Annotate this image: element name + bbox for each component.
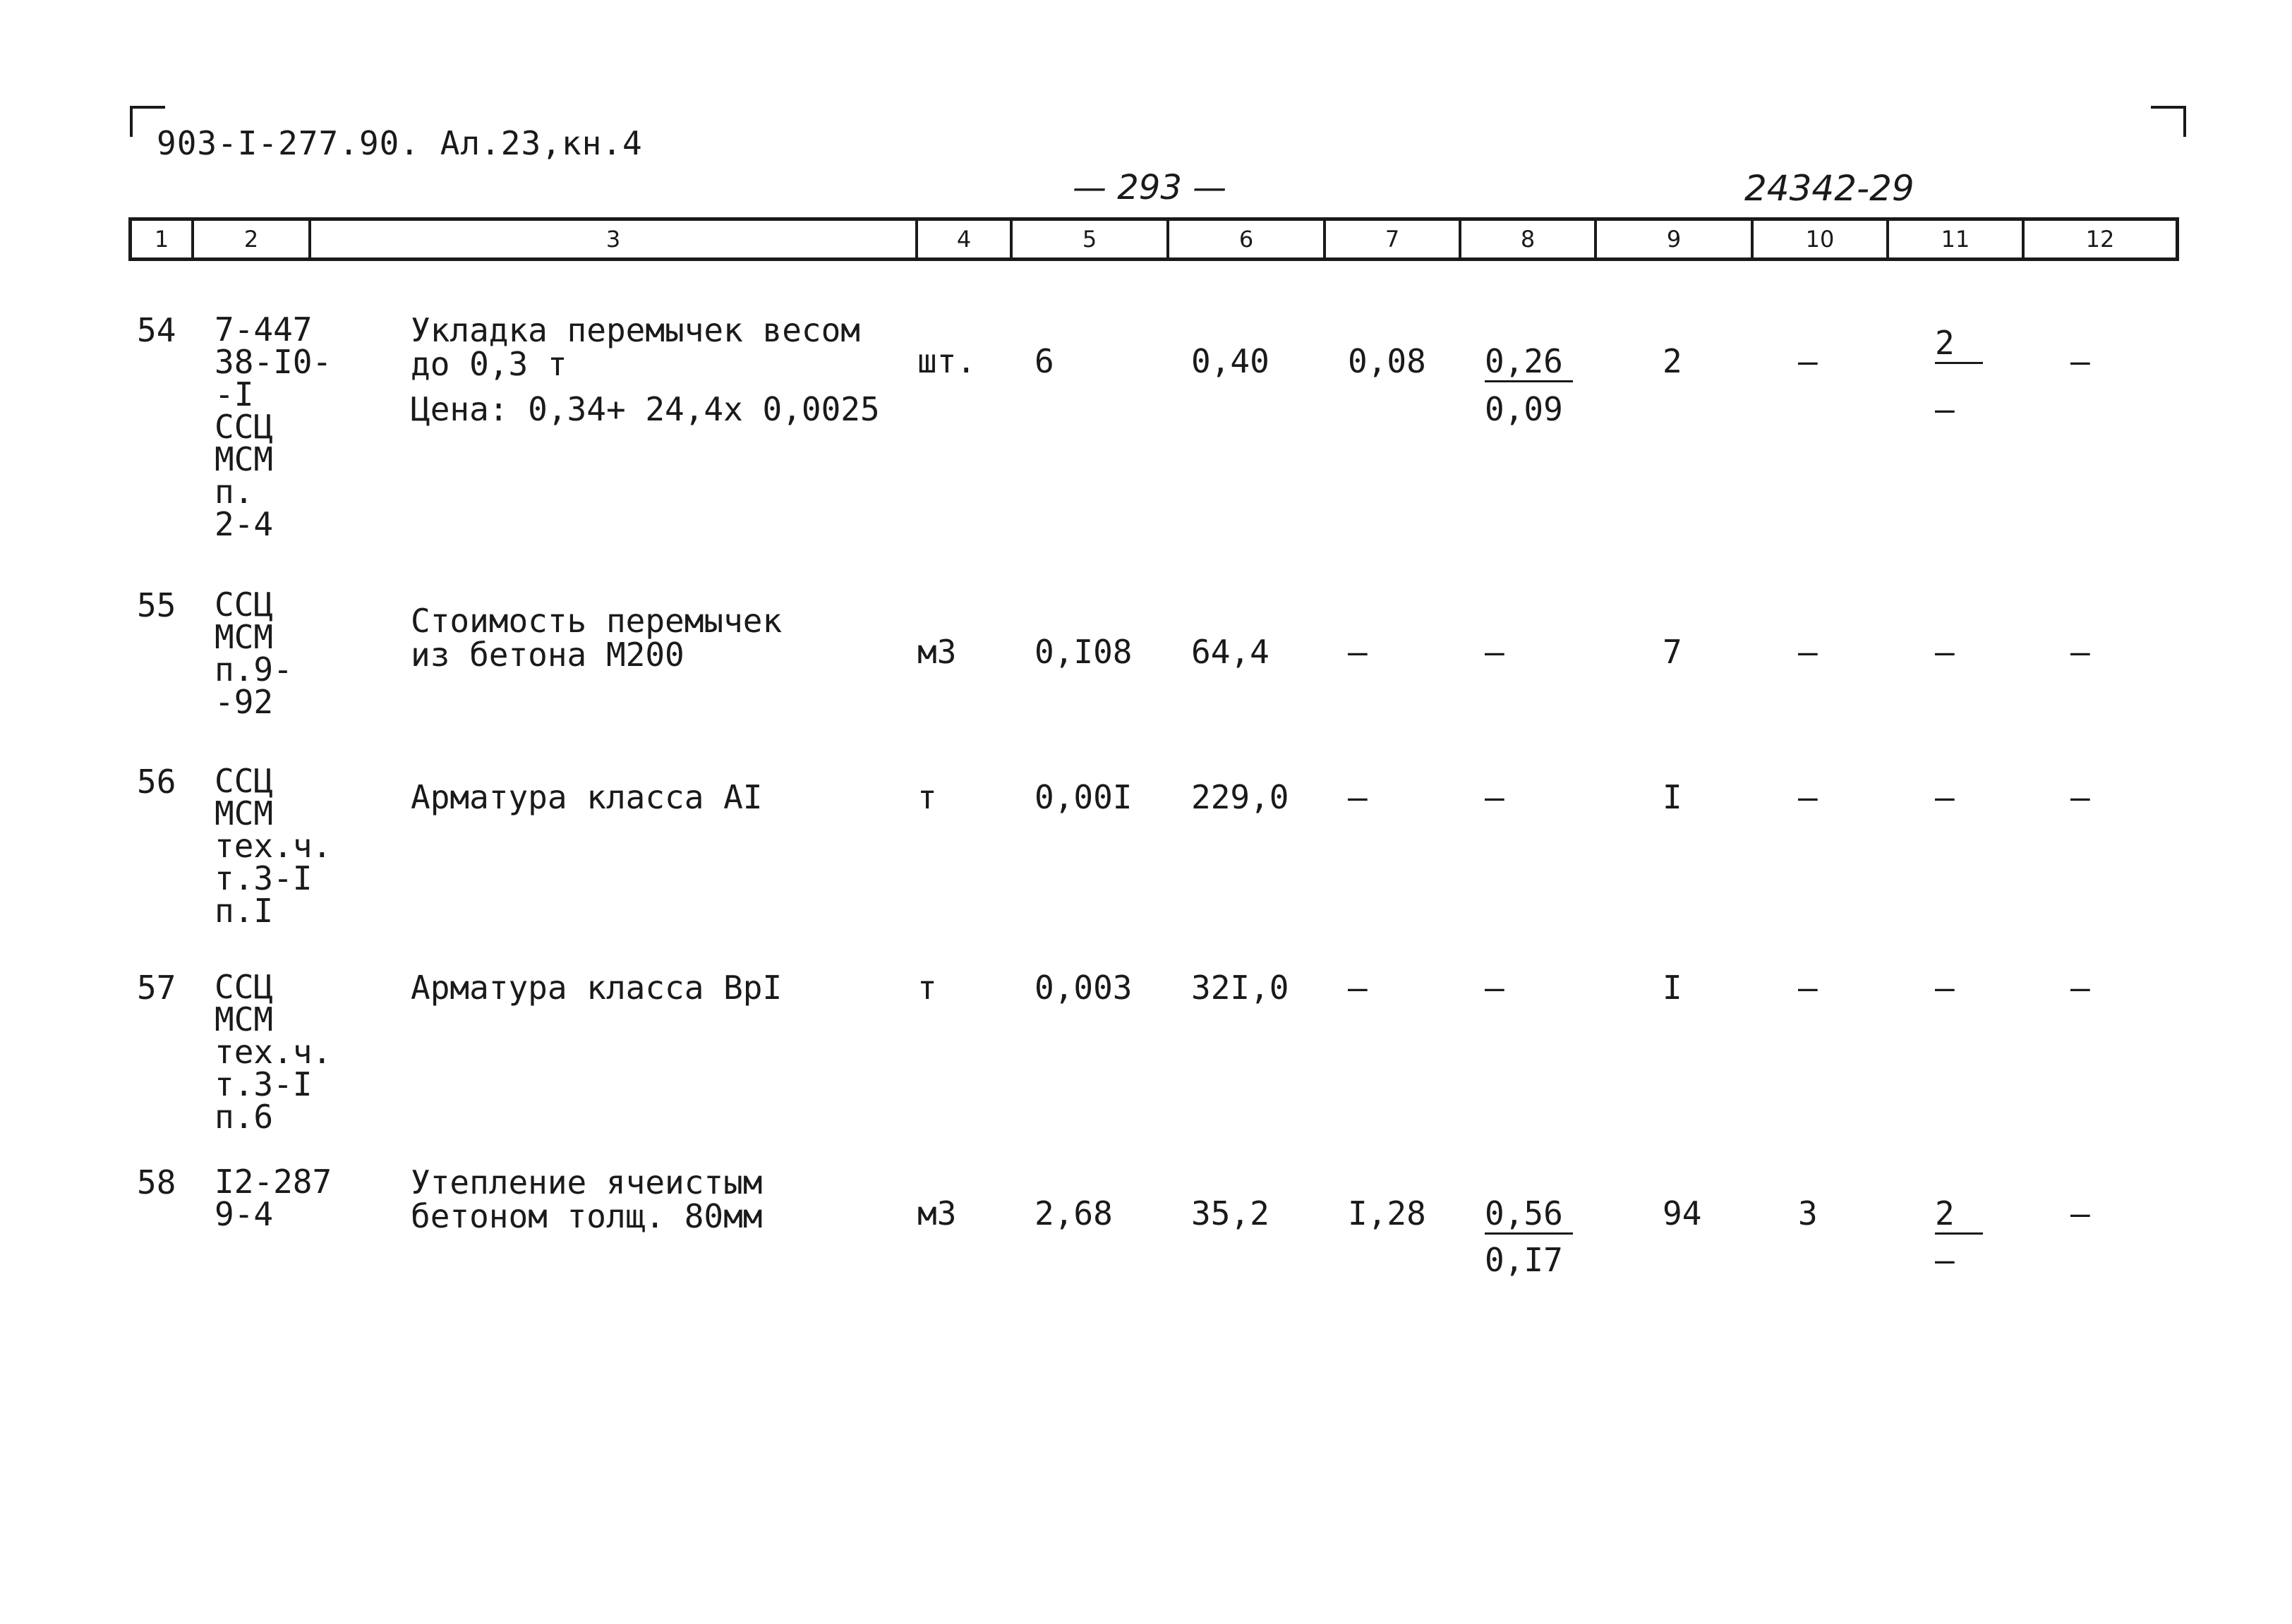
row-unit: т — [917, 778, 937, 816]
column-header: 7 — [1326, 221, 1461, 257]
row-col7: 0,08 — [1348, 342, 1426, 380]
row-unit: шт. — [917, 342, 977, 380]
row-name: Стоимость перемычек из бетона М200 — [411, 602, 783, 674]
column-header: 8 — [1461, 221, 1597, 257]
row-col7: – — [1348, 969, 1368, 1007]
row-col8-top: 0,26 — [1485, 342, 1573, 382]
document-code: 903-I-277.90. Ал.23,кн.4 — [157, 124, 643, 162]
column-header: 1 — [132, 221, 194, 257]
row-col9: I — [1663, 778, 1682, 816]
row-number: 56 — [137, 763, 176, 801]
column-header: 4 — [918, 221, 1013, 257]
row-col8: – — [1485, 969, 1504, 1007]
row-col11: – — [1935, 778, 1955, 816]
column-header: 2 — [194, 221, 311, 257]
archive-number: 24342-29 — [1744, 168, 1914, 209]
row-col11-bottom: – — [1935, 1241, 1955, 1279]
row-col10: 3 — [1798, 1194, 1818, 1232]
column-header: 11 — [1889, 221, 2025, 257]
row-col12: – — [2070, 633, 2090, 671]
row-code: 7-447 38-I0- -I ССЦ МСМ п. 2-4 — [215, 310, 332, 543]
row-col8-bottom: 0,I7 — [1485, 1241, 1563, 1279]
row-number: 58 — [137, 1163, 176, 1201]
row-col10: – — [1798, 778, 1818, 816]
column-header: 9 — [1597, 221, 1754, 257]
row-col10: – — [1798, 342, 1818, 380]
column-header: 5 — [1013, 221, 1169, 257]
row-number: 57 — [137, 969, 176, 1007]
row-unit-price: 35,2 — [1191, 1194, 1269, 1232]
row-col7: I,28 — [1348, 1194, 1426, 1232]
row-col12: – — [2070, 1194, 2090, 1232]
row-col12: – — [2070, 342, 2090, 380]
row-col10: – — [1798, 969, 1818, 1007]
row-quantity: 0,I08 — [1035, 633, 1133, 671]
table-header — [128, 217, 2179, 261]
row-name: Утепление ячеистым бетоном толщ. 80мм — [411, 1163, 763, 1235]
row-name: Арматура класса АI — [411, 778, 763, 816]
column-header: 3 — [311, 221, 918, 257]
row-col7: – — [1348, 633, 1368, 671]
row-name: Укладка перемычек весом до 0,3 т — [411, 311, 860, 383]
row-col8: – — [1485, 633, 1504, 671]
column-header: 10 — [1754, 221, 1889, 257]
row-code: I2-287 9-4 — [215, 1163, 332, 1233]
row-col9: 2 — [1663, 342, 1682, 380]
row-col9: 94 — [1663, 1194, 1702, 1232]
row-col11: – — [1935, 633, 1955, 671]
row-number: 55 — [137, 586, 176, 624]
row-col10: – — [1798, 633, 1818, 671]
row-col11-top: 2 — [1935, 324, 1983, 364]
row-unit-price: 32I,0 — [1191, 969, 1289, 1007]
row-col8-top: 0,56 — [1485, 1194, 1573, 1235]
row-quantity: 0,003 — [1035, 969, 1133, 1007]
row-unit: м3 — [917, 633, 957, 671]
row-col9: I — [1663, 969, 1682, 1007]
row-quantity: 2,68 — [1035, 1194, 1113, 1232]
column-header: 12 — [2085, 226, 2115, 253]
row-col12: – — [2070, 969, 2090, 1007]
row-unit-price: 229,0 — [1191, 778, 1289, 816]
row-col9: 7 — [1663, 633, 1682, 671]
row-unit-price: 0,40 — [1191, 342, 1269, 380]
row-col11: – — [1935, 969, 1955, 1007]
row-col11-bottom: – — [1935, 390, 1955, 428]
row-unit: м3 — [917, 1194, 957, 1232]
row-quantity: 6 — [1035, 342, 1054, 380]
row-quantity: 0,00I — [1035, 778, 1133, 816]
row-price-note: Цена: 0,34+ 24,4х 0,0025 — [411, 390, 880, 428]
row-col8-bottom: 0,09 — [1485, 390, 1563, 428]
row-name: Арматура класса ВрI — [411, 969, 783, 1007]
row-number: 54 — [137, 311, 176, 349]
row-col11-top: 2 — [1935, 1194, 1983, 1235]
row-col12: – — [2070, 778, 2090, 816]
row-col8: – — [1485, 778, 1504, 816]
row-col7: – — [1348, 778, 1368, 816]
corner-mark-top-right — [2151, 106, 2186, 137]
row-code: ССЦ МСМ п.9- -92 — [215, 586, 293, 721]
page-number: — 293 — — [1073, 168, 1227, 207]
column-header: 6 — [1169, 221, 1326, 257]
row-unit-price: 64,4 — [1191, 633, 1269, 671]
row-code: ССЦ МСМ тех.ч. т.3-I п.6 — [215, 968, 332, 1136]
row-code: ССЦ МСМ тех.ч. т.3-I п.I — [215, 762, 332, 930]
row-unit: т — [917, 969, 937, 1007]
